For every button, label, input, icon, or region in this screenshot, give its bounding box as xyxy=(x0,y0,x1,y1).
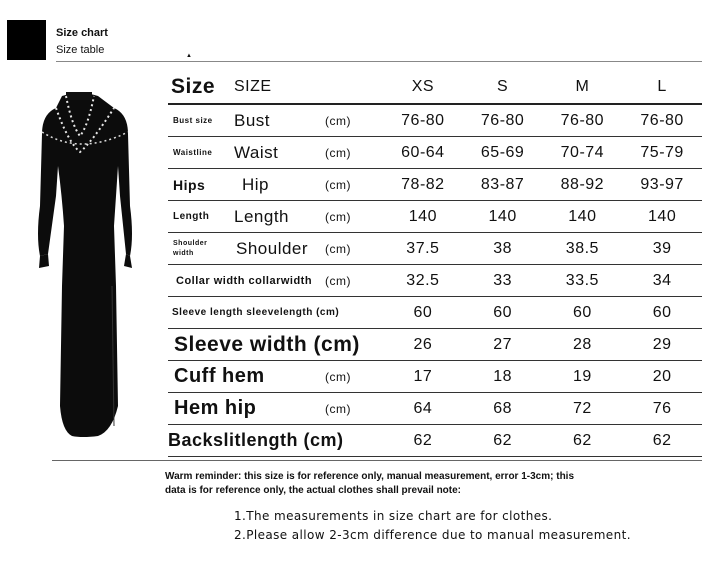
row-label: Hem hip xyxy=(168,393,323,425)
cell-value: 140 xyxy=(543,201,623,233)
cell-value: 65-69 xyxy=(463,137,543,169)
caret-up-icon: ▲ xyxy=(186,53,192,59)
table-row xyxy=(168,329,702,361)
table-row xyxy=(168,104,702,137)
table-row xyxy=(168,265,702,297)
cell-value: 39 xyxy=(622,233,702,265)
row-unit: (cm) xyxy=(323,104,383,137)
cell-value: 75-79 xyxy=(622,137,702,169)
cell-value: 76-80 xyxy=(383,104,463,137)
cell-value: 38 xyxy=(463,233,543,265)
cell-value: 60 xyxy=(463,297,543,329)
row-label-small: Shoulder width xyxy=(168,233,228,265)
header-size-m: M xyxy=(543,71,623,104)
page-subtitle: Size table xyxy=(56,44,105,56)
cell-value: 140 xyxy=(622,201,702,233)
row-label: Hip xyxy=(228,169,323,201)
cell-value: 76-80 xyxy=(543,104,623,137)
row-label: Cuff hem xyxy=(168,361,323,393)
row-unit: (cm) xyxy=(323,233,383,265)
cell-value: 76-80 xyxy=(463,104,543,137)
table-row xyxy=(168,425,702,457)
notes-list xyxy=(234,507,631,545)
cell-value: 33 xyxy=(463,265,543,297)
cell-value: 76-80 xyxy=(622,104,702,137)
cell-value: 70-74 xyxy=(543,137,623,169)
row-label: Shoulder xyxy=(228,233,323,265)
cell-value: 62 xyxy=(463,425,543,457)
size-table xyxy=(168,71,702,457)
cell-value: 26 xyxy=(383,329,463,361)
note-item: 1.The measurements in size chart are for clothes. xyxy=(234,509,553,523)
table-row xyxy=(168,137,702,169)
cell-value: 62 xyxy=(543,425,623,457)
table-row xyxy=(168,361,702,393)
cell-value: 29 xyxy=(622,329,702,361)
header-size-s: S xyxy=(463,71,543,104)
cell-value: 88-92 xyxy=(543,169,623,201)
cell-value: 93-97 xyxy=(622,169,702,201)
row-label: Waist xyxy=(228,137,323,169)
cell-value: 18 xyxy=(463,361,543,393)
row-label-small: Length xyxy=(168,201,228,233)
cell-value: 68 xyxy=(463,393,543,425)
row-label-small: Bust size xyxy=(168,104,228,137)
row-label: Backslitlength (cm) xyxy=(168,425,383,457)
cell-value: 37.5 xyxy=(383,233,463,265)
cell-value: 140 xyxy=(383,201,463,233)
cell-value: 33.5 xyxy=(543,265,623,297)
table-row xyxy=(168,297,702,329)
table-row xyxy=(168,201,702,233)
footer-divider xyxy=(52,460,702,461)
header-size-label: SIZE xyxy=(228,71,323,104)
note-item: 2.Please allow 2-3cm difference due to manual measurement. xyxy=(234,528,631,542)
cell-value: 34 xyxy=(622,265,702,297)
cell-value: 19 xyxy=(543,361,623,393)
table-header-row xyxy=(168,71,702,104)
cell-value: 140 xyxy=(463,201,543,233)
row-label: Length xyxy=(228,201,323,233)
row-unit: (cm) xyxy=(323,265,383,297)
row-label: Bust xyxy=(228,104,323,137)
brand-logo-box xyxy=(7,20,46,60)
cell-value: 60 xyxy=(543,297,623,329)
table-row xyxy=(168,393,702,425)
cell-value: 62 xyxy=(383,425,463,457)
cell-value: 32.5 xyxy=(383,265,463,297)
row-unit: (cm) xyxy=(323,201,383,233)
row-label: Sleeve width (cm) xyxy=(168,329,383,361)
row-unit: (cm) xyxy=(323,137,383,169)
row-label-small: Hips xyxy=(168,169,228,201)
cell-value: 72 xyxy=(543,393,623,425)
header-divider xyxy=(56,61,702,62)
header-size-xs: XS xyxy=(383,71,463,104)
row-label: Sleeve length sleevelength (cm) xyxy=(168,297,383,329)
warm-reminder: Warm reminder: this size is for reference only, manual measurement, error 1-3cm; this data is for reference only, the actual clothes shall prevail note: xyxy=(165,471,575,496)
cell-value: 78-82 xyxy=(383,169,463,201)
cell-value: 38.5 xyxy=(543,233,623,265)
cell-value: 28 xyxy=(543,329,623,361)
cell-value: 76 xyxy=(622,393,702,425)
row-label: Collar width collarwidth xyxy=(168,265,323,297)
row-label-small: Waistline xyxy=(168,137,228,169)
cell-value: 83-87 xyxy=(463,169,543,201)
header-size-bold: Size xyxy=(168,71,228,104)
row-unit: (cm) xyxy=(323,361,383,393)
cell-value: 60-64 xyxy=(383,137,463,169)
dress-image xyxy=(22,86,152,446)
table-row xyxy=(168,233,702,265)
cell-value: 64 xyxy=(383,393,463,425)
cell-value: 27 xyxy=(463,329,543,361)
cell-value: 62 xyxy=(622,425,702,457)
cell-value: 60 xyxy=(383,297,463,329)
cell-value: 20 xyxy=(622,361,702,393)
row-unit: (cm) xyxy=(323,393,383,425)
header-size-l: L xyxy=(622,71,702,104)
cell-value: 60 xyxy=(622,297,702,329)
page-title: Size chart xyxy=(56,27,108,39)
cell-value: 17 xyxy=(383,361,463,393)
row-unit: (cm) xyxy=(323,169,383,201)
table-row xyxy=(168,169,702,201)
